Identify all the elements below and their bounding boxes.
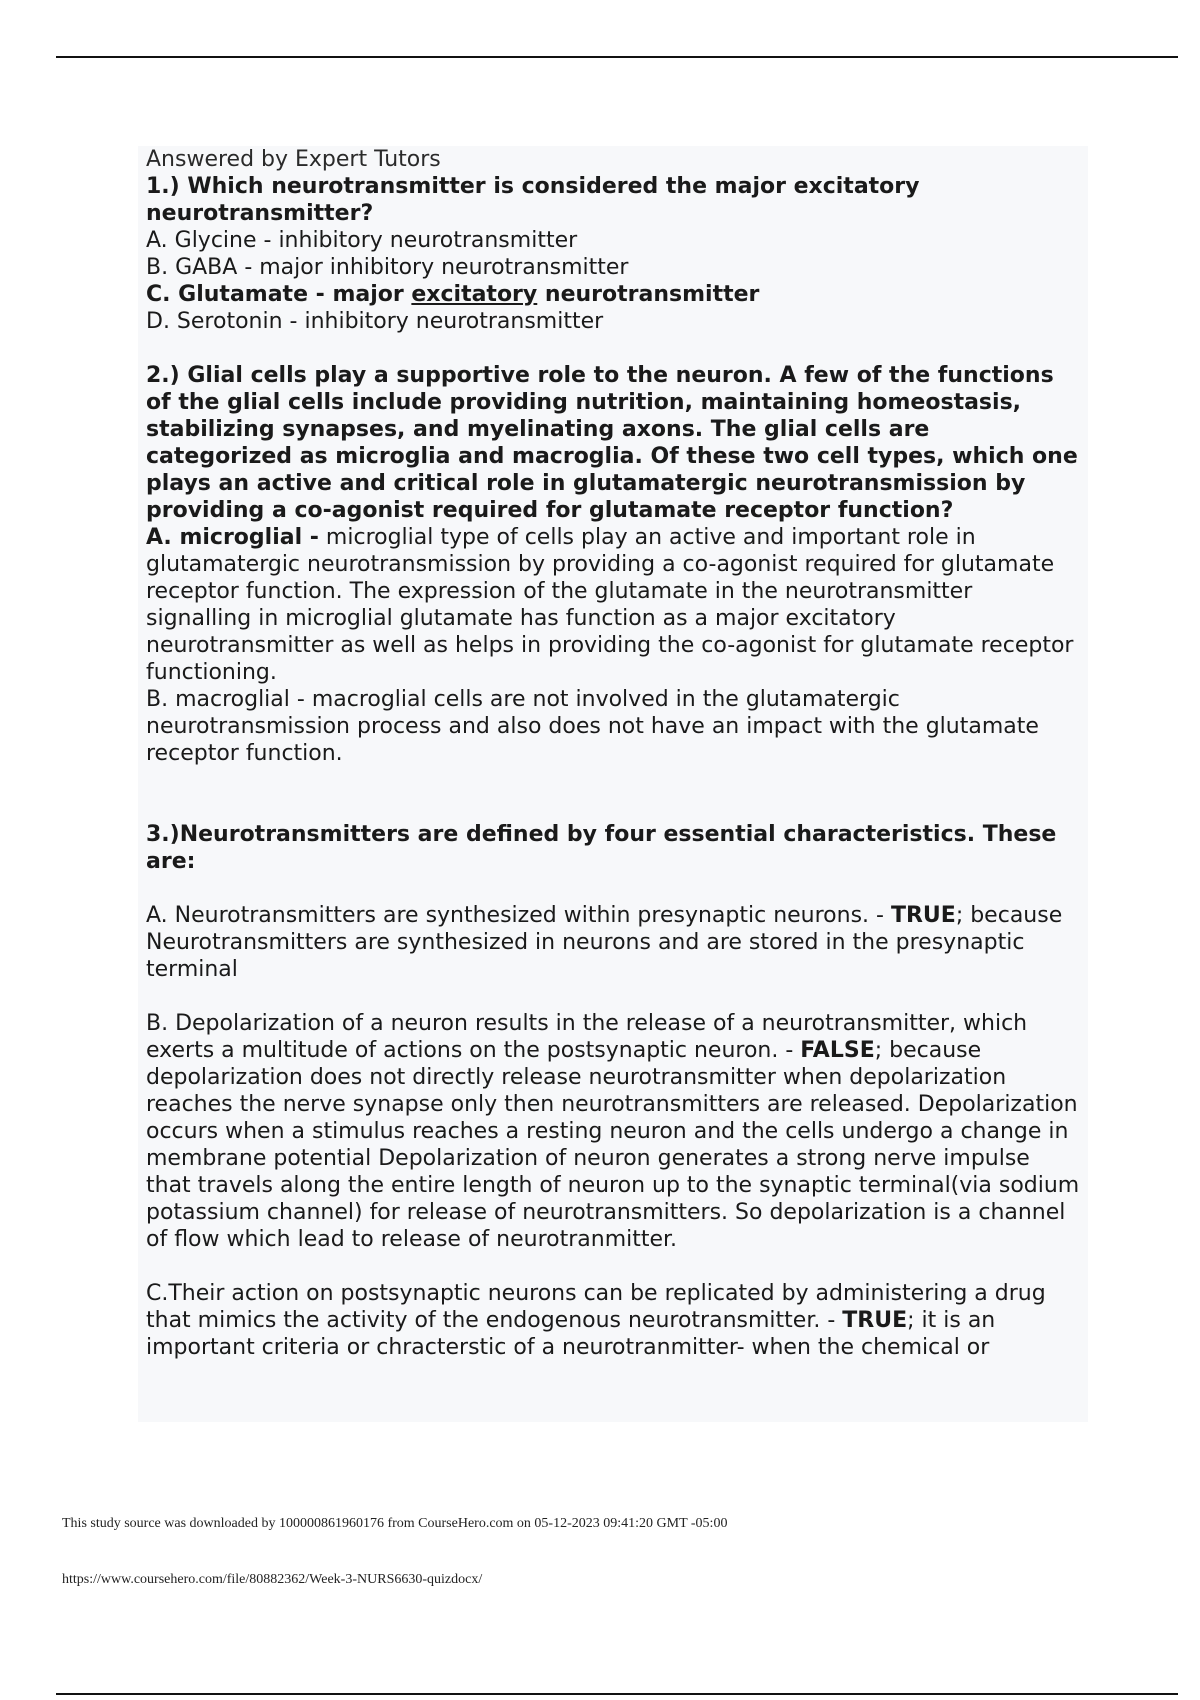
q3-option-c-post: ; it is an important criteria or chracterstic of a neurotranmitter- when the chemical or	[146, 1308, 996, 1360]
q3-option-a-verdict: TRUE	[890, 903, 956, 928]
q3-option-a	[146, 902, 1080, 983]
q2-option-b: B. macroglial - macroglial cells are not involved in the glutamatergic neurotransmission process and also does not have an impact with the glutamate receptor function.	[146, 687, 1039, 766]
q3-option-b-verdict: FALSE	[800, 1038, 875, 1063]
q1-option-a: A. Glycine - inhibitory neurotransmitter	[146, 228, 578, 253]
question-1: 1.) Which neurotransmitter is considered the major excitatory neurotransmitter?	[146, 174, 920, 226]
q3-option-c-pre: C.Their action on postsynaptic neurons can be replicated by administering a drug that mimics the activity of the endogenous neurotransmitter. -	[146, 1281, 1046, 1333]
question-2: 2.) Glial cells play a supportive role to the neuron. A few of the functions of the glial cells include providing nutrition, maintaining homeostasis, stabilizing synapses, and myelinating axons. The glial cells are categorized as microglia and macroglia. Of these two cell types, which one plays an active and critical role in glutamatergic neurotransmission by providing a co-agonist required for glutamate receptor function?	[146, 363, 1078, 523]
bottom-rule	[56, 1693, 1178, 1695]
source-url[interactable]: https://www.coursehero.com/file/80882362/Week-3-NURS6630-quizdocx/	[62, 1572, 483, 1587]
q3-option-b	[146, 1010, 1080, 1253]
q3-option-c	[146, 1280, 1080, 1361]
q1-option-c-emph: excitatory	[411, 282, 538, 307]
q1-option-c	[146, 281, 1080, 308]
header-label: Answered by Expert Tutors	[146, 147, 441, 172]
download-note: This study source was downloaded by 100000861960176 from CourseHero.com on 05-12-2023 09:41:20 GMT -05:00	[62, 1516, 728, 1531]
q1-option-c-post: neurotransmitter	[537, 282, 760, 307]
q3-option-a-pre: A. Neurotransmitters are synthesized within presynaptic neurons. -	[146, 903, 891, 928]
q1-option-b: B. GABA - major inhibitory neurotransmitter	[146, 255, 629, 280]
q3-option-b-post: ; because depolarization does not directly release neurotransmitter when depolarization reaches the nerve synapse only then neurotransmitters are released. Depolarization occurs when a stimulus reaches a resting neuron and the cells undergo a change in membrane potential Depolarization of neuron generates a strong nerve impulse that travels along the entire length of neuron up to the synaptic terminal(via sodium potassium channel) for release of neurotransmitters. So depolarization is a channel of flow which lead to release of neurotranmitter.	[146, 1038, 1080, 1252]
question-3: 3.)Neurotransmitters are defined by four essential characteristics. These are:	[146, 822, 1057, 874]
document-body	[138, 146, 1088, 1422]
q3-option-a-post: ; because Neurotransmitters are synthesized in neurons and are stored in the presynaptic terminal	[146, 903, 1063, 982]
q3-option-b-pre: B. Depolarization of a neuron results in the release of a neurotransmitter, which exerts a multitude of actions on the postsynaptic neuron. -	[146, 1011, 1028, 1063]
q1-option-d: D. Serotonin - inhibitory neurotransmitter	[146, 309, 604, 334]
q1-option-c-pre: C. Glutamate - major	[146, 282, 412, 307]
q3-option-c-verdict: TRUE	[842, 1308, 908, 1333]
top-rule	[56, 56, 1178, 58]
q2-option-a-text: microglial type of cells play an active and important role in glutamatergic neurotransmission by providing a co-agonist required for glutamate receptor function. The expression of the glutamate in the neurotransmitter signalling in microglial glutamate has function as a major excitatory neurotransmitter as well as helps in providing the co-agonist for glutamate receptor functioning.	[146, 525, 1074, 685]
q2-option-a-label: A. microglial -	[146, 525, 319, 550]
q2-option-a	[146, 524, 1080, 686]
